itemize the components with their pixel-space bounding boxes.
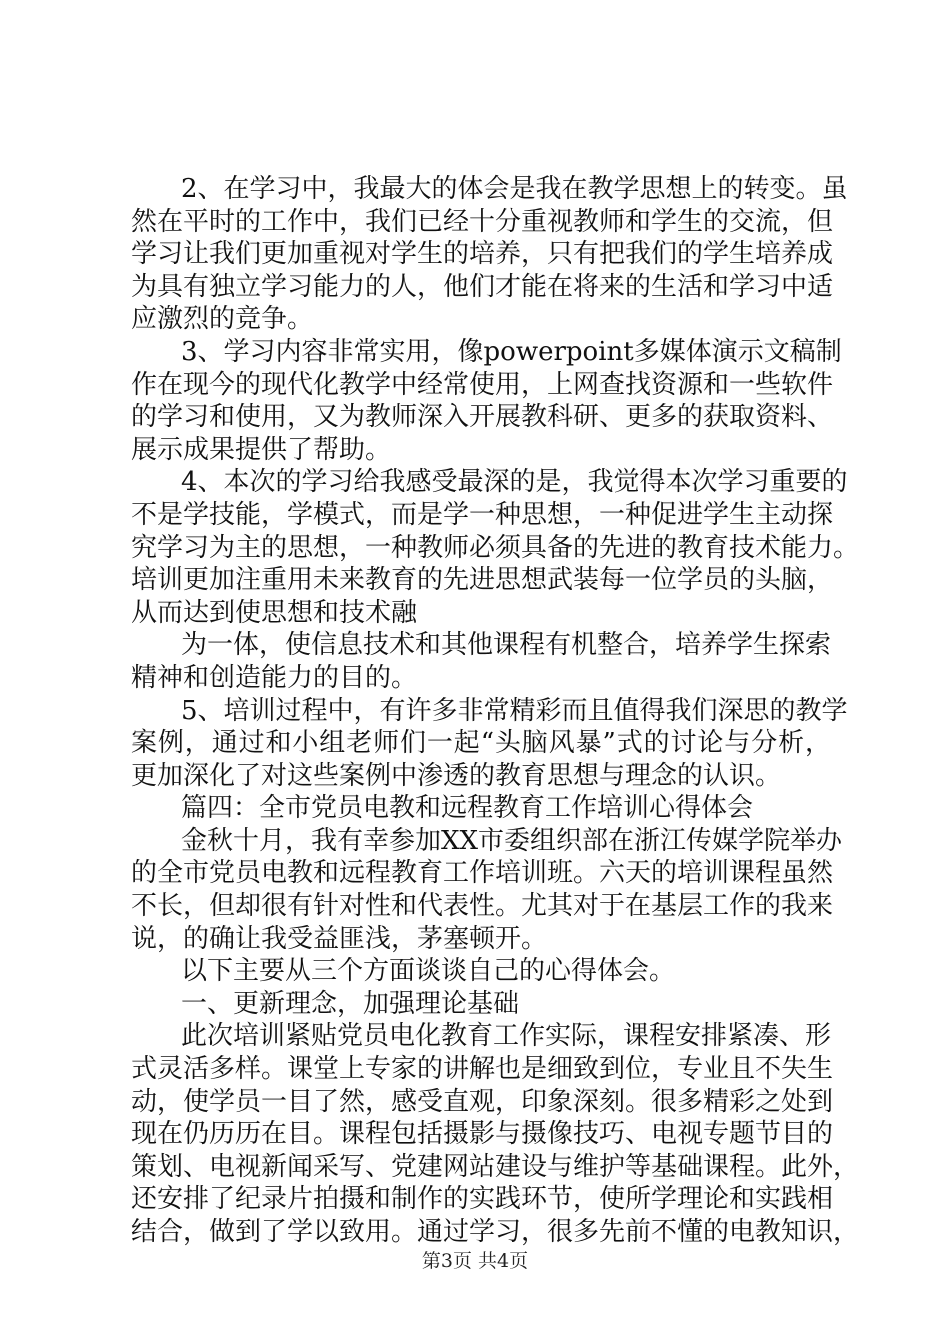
text-line: 从而达到使思想和技术融: [131, 597, 418, 628]
paragraph: [131, 695, 848, 793]
text-line: 的学习和使用，又为教师深入开展教科研、更多的获取资料、: [131, 402, 834, 433]
text-line: 然在平时的工作中，我们已经十分重视教师和学生的交流，但: [131, 206, 834, 237]
text-line: 培训更加注重用未来教育的先进思想武装每一位学员的头脑，: [131, 565, 834, 596]
text-line: 金秋十月，我有幸参加XX市委组织部在浙江传媒学院举办: [181, 825, 843, 856]
text-line: 篇四：全市党员电教和远程教育工作培训心得体会: [181, 793, 754, 824]
paragraph: [131, 955, 831, 988]
section-heading: [131, 792, 831, 825]
text-line: 为具有独立学习能力的人，他们才能在将来的生活和学习中适: [131, 271, 834, 302]
text-line: 策划、电视新闻采写、党建网站建设与维护等基础课程。此外，: [131, 1151, 860, 1182]
text-line: 此次培训紧贴党员电化教育工作实际，课程安排紧凑、形: [181, 1021, 832, 1052]
subsection-heading: [131, 988, 831, 1021]
text-line: 为一体，使信息技术和其他课程有机整合，培养学生探索: [181, 630, 832, 661]
text-line: 5、培训过程中，有许多非常精彩而且值得我们深思的教学: [181, 695, 848, 726]
text-line: 的全市党员电教和远程教育工作培训班。六天的培训课程虽然: [131, 858, 834, 889]
text-line: 学习让我们更加重视对学生的培养，只有把我们的学生培养成: [131, 239, 834, 270]
text-line: 动，使学员一目了然，感受直观，印象深刻。很多精彩之处到: [131, 1086, 834, 1117]
text-line: 4、本次的学习给我感受最深的是，我觉得本次学习重要的: [181, 467, 848, 498]
paragraph: [131, 1020, 860, 1248]
text-line: 作在现今的现代化教学中经常使用，上网查找资源和一些软件: [131, 369, 834, 400]
paragraph: [131, 466, 860, 629]
paragraph: [131, 629, 831, 694]
text-line: 案例，通过和小组老师们一起“头脑风暴”式的讨论与分析，: [131, 728, 831, 759]
text-line: 2、在学习中，我最大的体会是我在教学思想上的转变。虽: [181, 174, 848, 204]
text-line: 更加深化了对这些案例中渗透的教育思想与理念的认识。: [131, 760, 782, 791]
text-line: 结合，做到了学以致用。通过学习，很多先前不懂的电教知识，: [131, 1217, 860, 1247]
paragraph: [131, 825, 843, 955]
document-body: [131, 173, 860, 1249]
text-line: 以下主要从三个方面谈谈自己的心得体会。: [181, 956, 676, 987]
text-line: 不是学技能，学模式，而是学一种思想，一种促进学生主动探: [131, 499, 834, 530]
paragraph: [131, 336, 842, 466]
text-line: 展示成果提供了帮助。: [131, 434, 392, 465]
text-line: 式灵活多样。课堂上专家的讲解也是细致到位，专业且不失生: [131, 1054, 834, 1085]
text-line: 3、学习内容非常实用，像powerpoint多媒体演示文稿制: [181, 336, 842, 367]
text-line: 一、更新理念，加强理论基础: [181, 988, 520, 1019]
text-line: 精神和创造能力的目的。: [131, 662, 418, 693]
text-line: 现在仍历历在目。课程包括摄影与摄像技巧、电视专题节目的: [131, 1119, 834, 1150]
paragraph: [131, 173, 848, 336]
text-line: 说，的确让我受益匪浅，茅塞顿开。: [131, 923, 548, 954]
text-line: 应激烈的竞争。: [131, 304, 314, 335]
text-line: 究学习为主的思想，一种教师必须具备的先进的教育技术能力。: [131, 532, 860, 563]
page-number-footer: 第3页 共4页: [421, 1250, 529, 1272]
text-line: 还安排了纪录片拍摄和制作的实践环节，使所学理论和实践相: [131, 1184, 834, 1215]
text-line: 不长，但却很有针对性和代表性。尤其对于在基层工作的我来: [131, 891, 834, 922]
